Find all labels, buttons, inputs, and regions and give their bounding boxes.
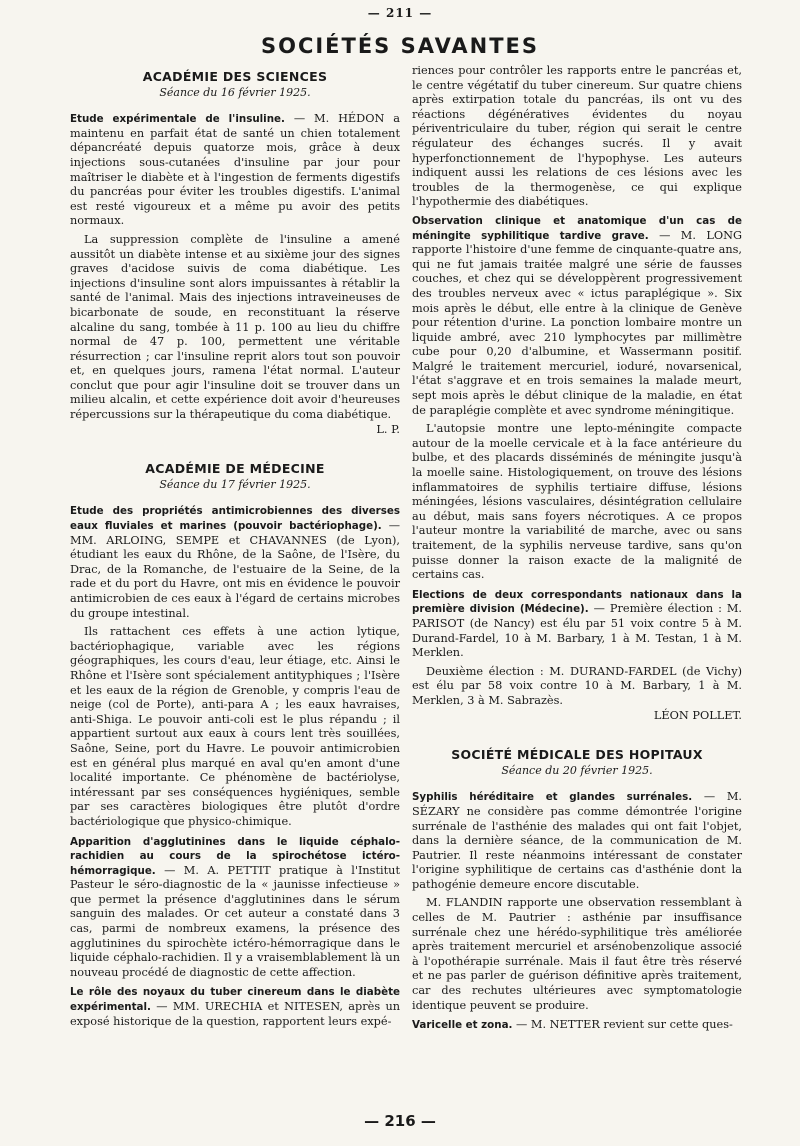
- article-text: — MM. ARLOING, SEMPE et CHAVANNES (de Lyon), étudiant les eaux du Rhône, de la Saône, de l'Isère, du Drac, de la Romanche, de l'estuaire de la Seine, de la rade et du port du Havre, ont mis en évidence le pouvoir antimicrobien de ces eaux à l'égard de certains microbes du groupe intestinal.: [70, 519, 400, 620]
- article-title: Apparition d'agglutinines dans le liquide céphalo-rachidien au cours de la spirochétose ictéro-hémorragique.: [70, 835, 400, 877]
- article-syphilis-surrenales: [412, 790, 742, 1013]
- article-continuation: riences pour contrôler les rapports entre le pancréas et, le centre végétatif du tuber cinereum. Sur quatre chiens après extirpation totale du pancréas, ils ont vu des réactions dégénératives évidentes du noyau périventriculaire du tuber, région qui serait le centre régulateur des échanges sucrés. Il y avait hyperfonctionnement de l'hypophyse. Les auteurs indiquent aussi les relations de ces lésions avec les troubles de la thermogenèse, ce qui explique l'hypothermie des diabétiques.: [412, 64, 742, 209]
- article-text: — M. NETTER revient sur cette ques-: [512, 1018, 733, 1032]
- article-paragraph: L'autopsie montre une lepto-méningite compacte autour de la moelle cervicale et à la face antérieure du bulbe, et des placards disséminés de méningite jusqu'à la moelle saine. Histologiquement, on trouve des lésions inflammatoires de syphilis tertiaire diffuse, lésions méningées, lésions vasculaires, désintégration cellulaire au début, mais sans foyers nécrotiques. A ce propos l'auteur montre la variabilité de marche, avec ou sans traitement, de la syphilis nerveuse tardive, sans qu'on puisse donner la raison exacte de la malignité de certains cas.: [412, 422, 742, 582]
- society-heading-hopitaux: SOCIÉTÉ MÉDICALE DES HOPITAUX: [451, 747, 703, 763]
- article-title: Etude des propriétés antimicrobiennes des diverses eaux fluviales et marines (pouvoir bactériophage).: [70, 505, 400, 533]
- session-date-sciences: Séance du 16 février 1925.: [159, 85, 311, 99]
- article-varicelle-zona: [412, 1018, 742, 1033]
- article-paragraph: [70, 985, 400, 1029]
- society-heading-sciences: ACADÉMIE DES SCIENCES: [142, 69, 328, 84]
- article-paragraph: [412, 790, 742, 892]
- article-paragraph: [70, 504, 400, 621]
- article-title: Observation clinique et anatomique d'un cas de méningite syphilitique tardive grave.: [412, 214, 742, 242]
- article-text: — M. SÉZARY ne considère pas comme démontrée l'origine surrénale de l'asthénie des malades qui ont fait l'objet, dans la dernière séance, de la communication de M. Pautrier. Il reste néanmoins intéressant de constater l'origine syphilitique de certains cas d'asthénie dont la pathogénie demeure encore discutable.: [412, 790, 743, 891]
- article-paragraph: [412, 1018, 742, 1033]
- article-paragraph: Ils rattachent ces effets à une action lytique, bactériophagique, variable avec les régions géographiques, les cours d'eau, leur étiage, etc. Ainsi le Rhône et l'Isère sont spécialement antityphiques ; l'Isère et les eaux de la région de Grenoble, y compris l'eau de neige (col de Porte), anti-para A ; les eaux havraises, anti-Shiga. Le pouvoir anti-coli est le plus répandu ; il appartient surtout aux eaux à cours lent très souillées, Saône, Seine, port du Havre. Le pouvoir antimicrobien est en général plus marqué en aval qu'en amont d'une localité importante. Ce phénomène de bactériolyse, intéressant par ses conséquences hygiéniques, semble par ses caractères biologiques être plutôt d'ordre bactériologique que physico-chimique.: [70, 625, 400, 828]
- session-date-medecine: Séance du 17 février 1925.: [159, 477, 311, 491]
- article-title: Le rôle des noyaux du tuber cinereum dans le diabète expérimental.: [70, 986, 400, 1014]
- article-paragraph: [412, 214, 742, 418]
- article-text: Deuxième élection : M. DURAND-FARDEL (de Vichy) est élu par 58 voix contre 10 à M. Barbary, 1 à M. Merklen, 3 à M. Sabrazès.: [412, 664, 742, 707]
- article-title: Varicelle et zona.: [412, 1019, 513, 1032]
- page-number: — 216 —: [364, 1112, 436, 1130]
- right-column: [412, 64, 742, 1038]
- page-top-mark: — 211 —: [367, 6, 433, 20]
- session-date-hopitaux: Séance du 20 février 1925.: [501, 763, 653, 777]
- article-eaux-fluviales: [70, 504, 400, 829]
- article-title: Etude expérimentale de l'insuline.: [70, 113, 285, 126]
- article-paragraph: [412, 665, 742, 723]
- article-paragraph: [412, 588, 742, 661]
- article-elections: [412, 588, 742, 723]
- article-text: La suppression complète de l'insuline a amené aussitôt un diabète intense et au sixième jour des signes graves d'acidose suivis de coma diabétique. Les injections d'insuline sont alors impuissantes à rétablir la santé de l'animal. Mais des injections intraveineuses de bicarbonate de soude, en reconstituant la réserve alcaline du sang, tombée à 11 p. 100 au lieu du chiffre normal de 47 p. 100, permettent une véritable résurrection ; car l'insuline reprit alors tout son pouvoir et, en quelques jours, ramena l'état normal. L'auteur conclut que pour agir l'insuline doit se trouver dans un milieu alcalin, et cette expérience doit avoir d'heureuses répercussions sur la thérapeutique du coma diabétique.: [70, 232, 400, 422]
- article-agglutinines: [70, 835, 400, 981]
- article-text: — M. A. PETTIT pratique à l'Institut Pasteur le séro-diagnostic de la « jaunisse infectieuse » que permet la présence d'agglutinines dans le sérum sanguin des malades. Or cet auteur a constaté dans 3 cas, parmi de nombreux examens, la présence des agglutinines du spirochète ictéro-hémorragique dans le liquide céphalo-rachidien. Il y a vraisemblablement là un nouveau procédé de diagnostic de cette affection.: [70, 863, 400, 979]
- society-heading-medecine: ACADÉMIE DE MÉDECINE: [145, 461, 325, 477]
- author-signature: L. P.: [376, 422, 400, 436]
- article-paragraph: [70, 112, 400, 229]
- article-paragraph: [70, 233, 400, 437]
- article-text: — M. HÉDON a maintenu en parfait état de santé un chien totalement dépancréaté depuis quatorze mois, grâce à deux injections sous-cutanées d'insuline par jour pour maîtriser le diabète et à l'ingestion de ferments digestifs du pancréas pour éviter les troubles digestifs. L'animal est resté vigoureux et a même pu avoir des petits normaux.: [70, 112, 400, 228]
- article-title: Elections de deux correspondants nationaux dans la première division (Médecine).: [412, 588, 742, 616]
- author-signature: LÉON POLLET.: [653, 708, 742, 722]
- article-meningite: [412, 214, 742, 583]
- article-paragraph: M. FLANDIN rapporte une observation ressemblant à celles de M. Pautrier : asthénie par insuffisance surrénale chez une hérédo-syphilitique très améliorée après traitement mercuriel et arsénobenzolique associé à l'opothérapie surrénale. Mais il faut être très réservé et ne pas parler de guérison définitive après traitement, car des rechutes ultérieures avec symptomatologie identique peuvent se produire.: [412, 896, 742, 1012]
- article-text: — M. LONG rapporte l'histoire d'une femme de cinquante-quatre ans, qui ne fut jamais traitée malgré une série de fausses couches, et chez qui se développèrent progressivement des troubles nerveux avec « ictus paraplégique ». Six mois après le début, elle entre à la clinique de Genève pour rétention d'urine. La ponction lombaire montre un liquide ambré, avec 210 lymphocytes par millimètre cube pour 0,20 d'albumine, et Wassermann positif. Malgré le traitement mercuriel, ioduré, novarsenical, l'état s'aggrave et en trois semaines la malade meurt, sept mois après le début clinique de la maladie, en état de paraplégie complète et avec syndrome méningitique.: [412, 228, 742, 417]
- article-insuline: [70, 112, 400, 437]
- masthead-title: SOCIÉTÉS SAVANTES: [260, 34, 540, 58]
- article-text: — Première élection : M. PARISOT (de Nancy) est élu par 51 voix contre 5 à M. Durand-Fardel, 10 à M. Barbary, 1 à M. Testan, 1 à M. Merklen.: [412, 602, 743, 660]
- article-title: Syphilis héréditaire et glandes surrénales.: [412, 791, 693, 804]
- article-text: — MM. URECHIA et NITESEN, après un exposé historique de la question, rapportent leurs expé-: [70, 1000, 400, 1028]
- left-column: [70, 64, 400, 1034]
- article-paragraph: [70, 835, 400, 981]
- article-tuber-cinereum: [70, 985, 400, 1029]
